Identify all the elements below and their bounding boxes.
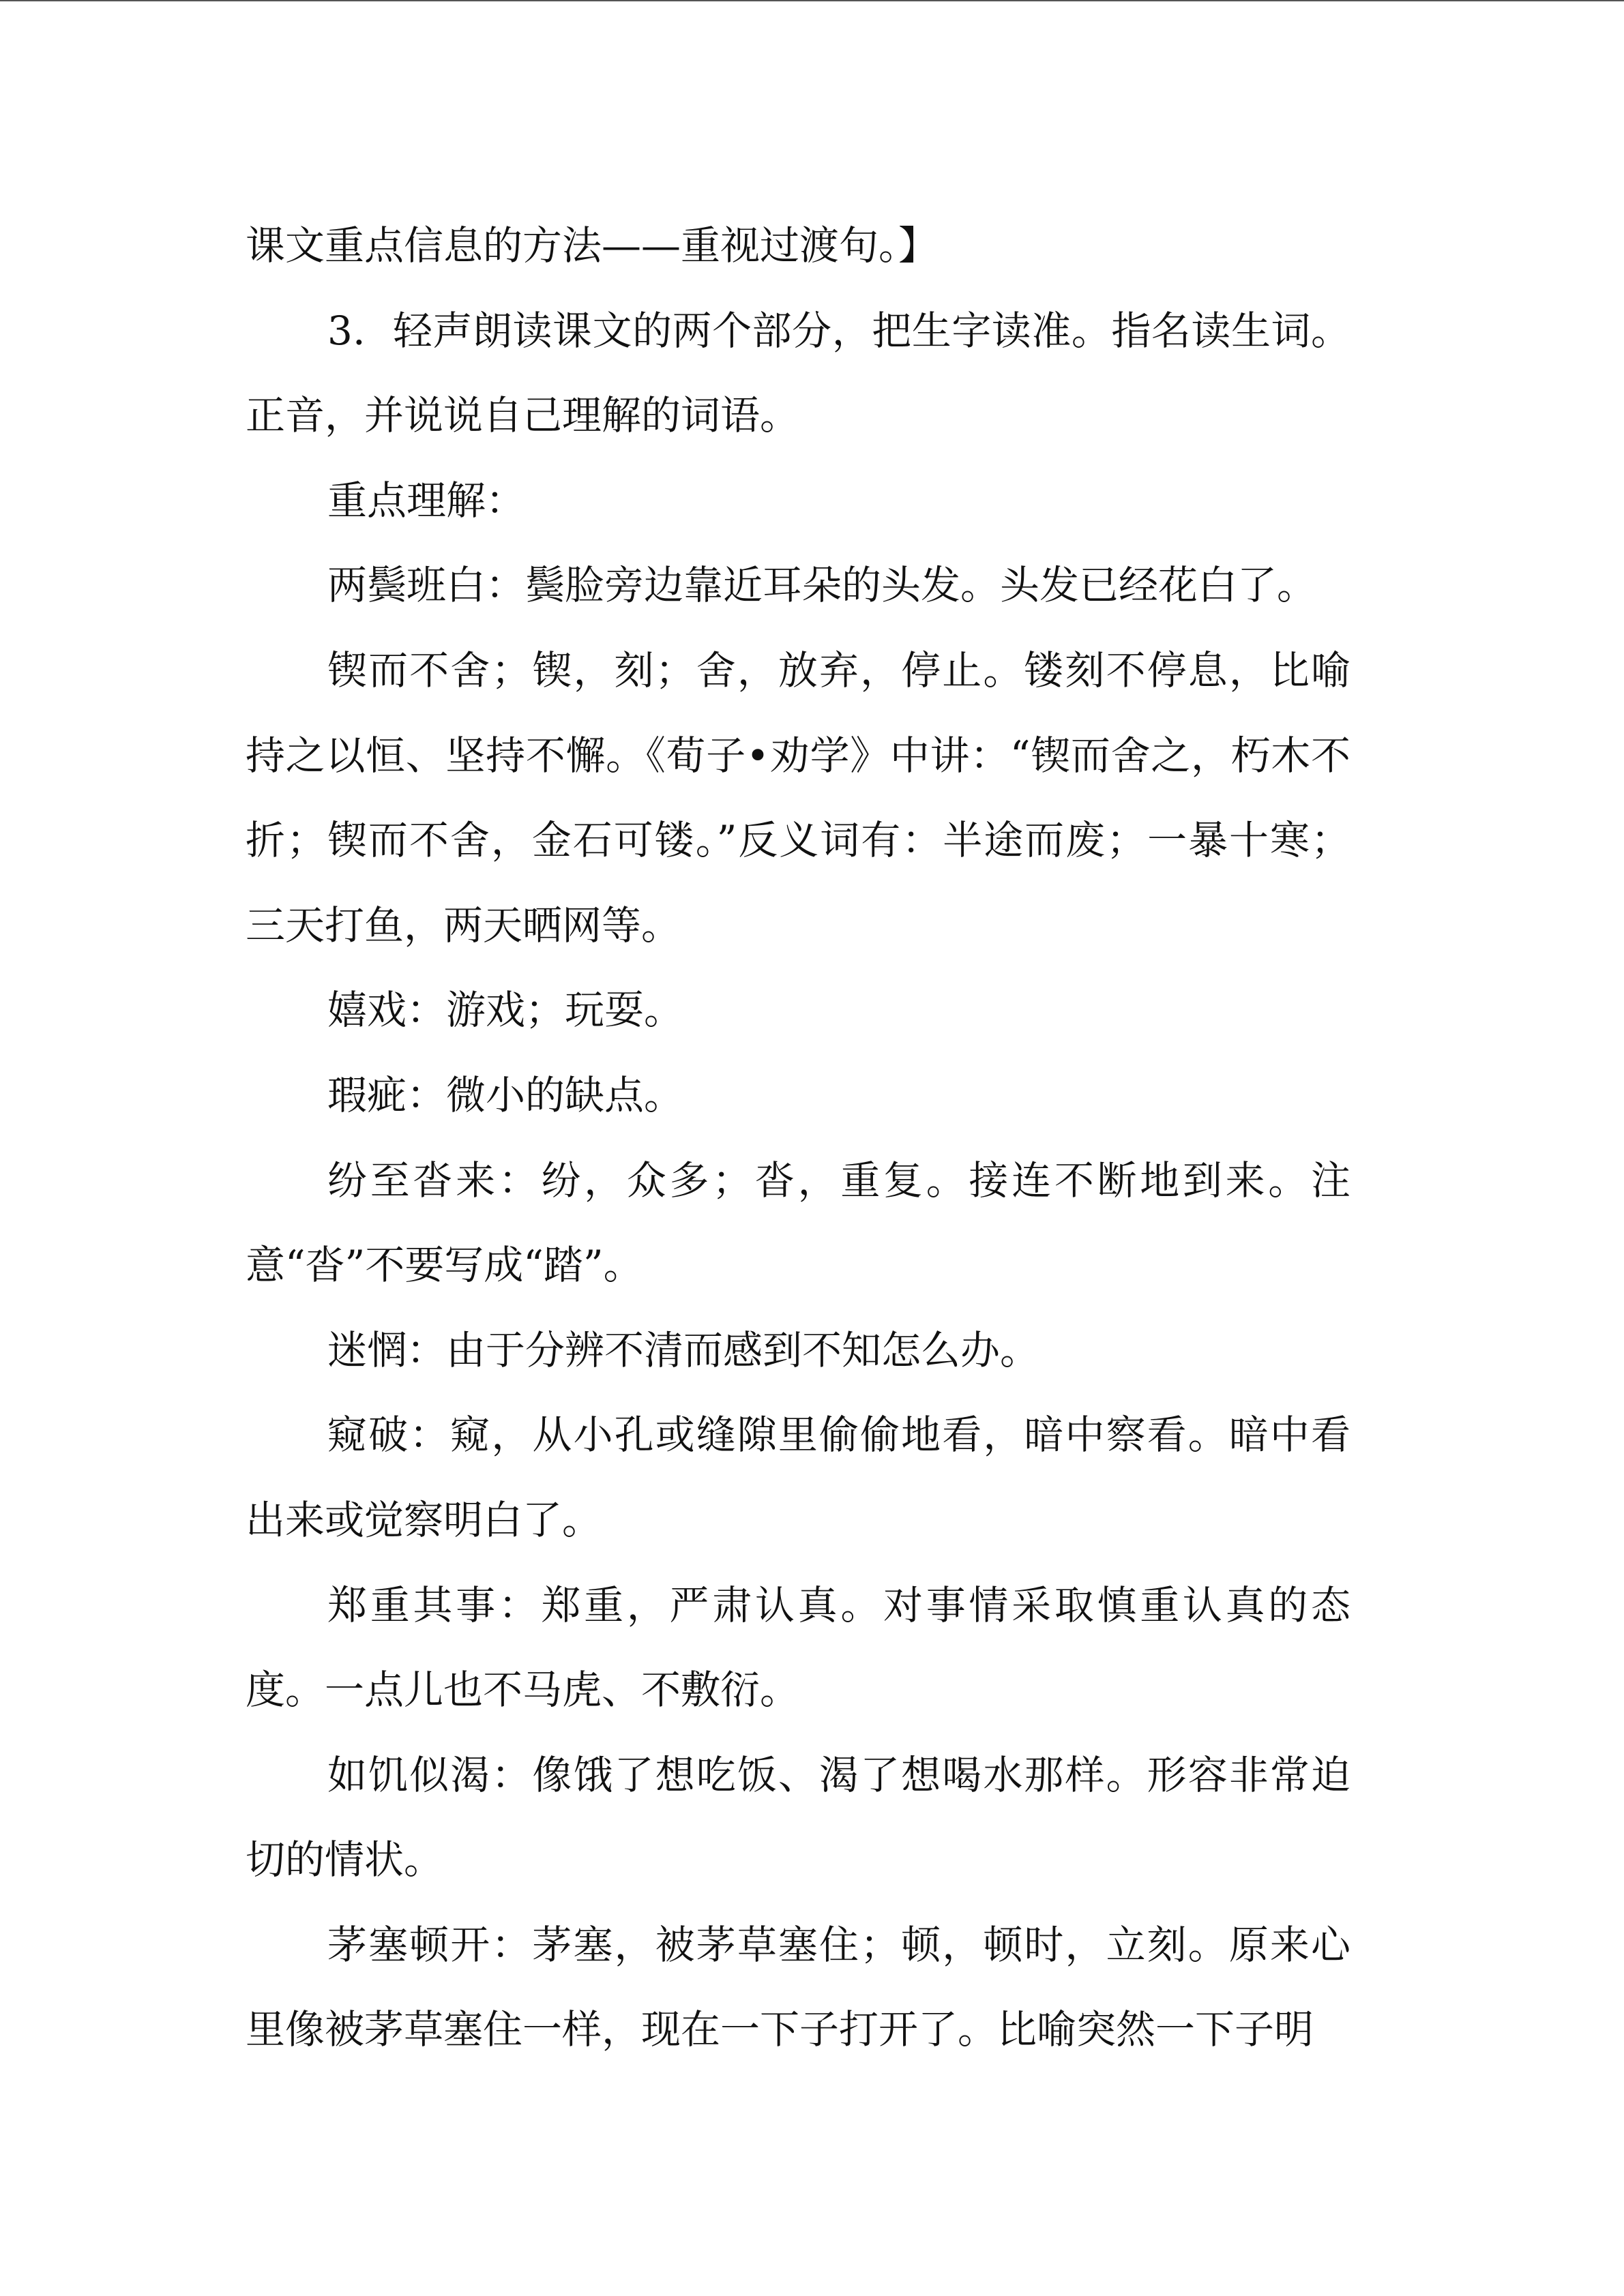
paragraph-term-qieerbushe: 锲而不舍；锲，刻；舍，放弃，停止。镂刻不停息，比喻持之以恒、坚持不懈。《荀子•劝学》中讲：“锲而舍之，朽木不折；锲而不舍，金石可镂。”反义词有：半途而废；一暴十寒；三天打鱼，两天晒网等。 — [246, 646, 1350, 949]
paragraph-term-xiaci: 瑕疵：微小的缺点。 — [327, 1071, 684, 1118]
paragraph-term-xixi: 嬉戏：游戏；玩耍。 — [327, 987, 684, 1034]
paragraph-term-rujisike: 如饥似渴：像饿了想吃饭、渴了想喝水那样。形容非常迫切的情状。 — [246, 1751, 1350, 1883]
paragraph-term-kuipo: 窥破：窥，从小孔或缝隙里偷偷地看，暗中察看。暗中看出来或觉察明白了。 — [246, 1412, 1350, 1543]
paragraph-term-miwang: 迷惘：由于分辨不清而感到不知怎么办。 — [327, 1326, 1040, 1373]
paragraph-continuation: 课文重点信息的方法——重视过渡句。】 — [246, 222, 939, 269]
paragraph-term-maosedunkai: 茅塞顿开：茅塞，被茅草塞住；顿，顿时，立刻。原来心里像被茅草塞住一样，现在一下子打开了。比喻突然一下子明 — [246, 1921, 1350, 2053]
document-body — [246, 203, 1350, 2072]
paragraph-term-fenzhitalai: 纷至沓来：纷，众多；沓，重复。接连不断地到来。注意“沓”不要写成“踏”。 — [246, 1157, 1350, 1289]
paragraph-term-zhengzhongqishi: 郑重其事：郑重，严肃认真。对事情采取慎重认真的态度。一点儿也不马虎、不敷衍。 — [246, 1581, 1350, 1714]
paragraph-key-understanding-heading: 重点理解： — [327, 477, 526, 524]
paragraph-reading-task: 3．轻声朗读课文的两个部分，把生字读准。指名读生词。正音，并说说自己理解的词语。 — [246, 307, 1350, 439]
paragraph-term-liangbinbanbai: 两鬓班白：鬓脸旁边靠近耳朵的头发。头发已经花白了。 — [327, 562, 1317, 609]
